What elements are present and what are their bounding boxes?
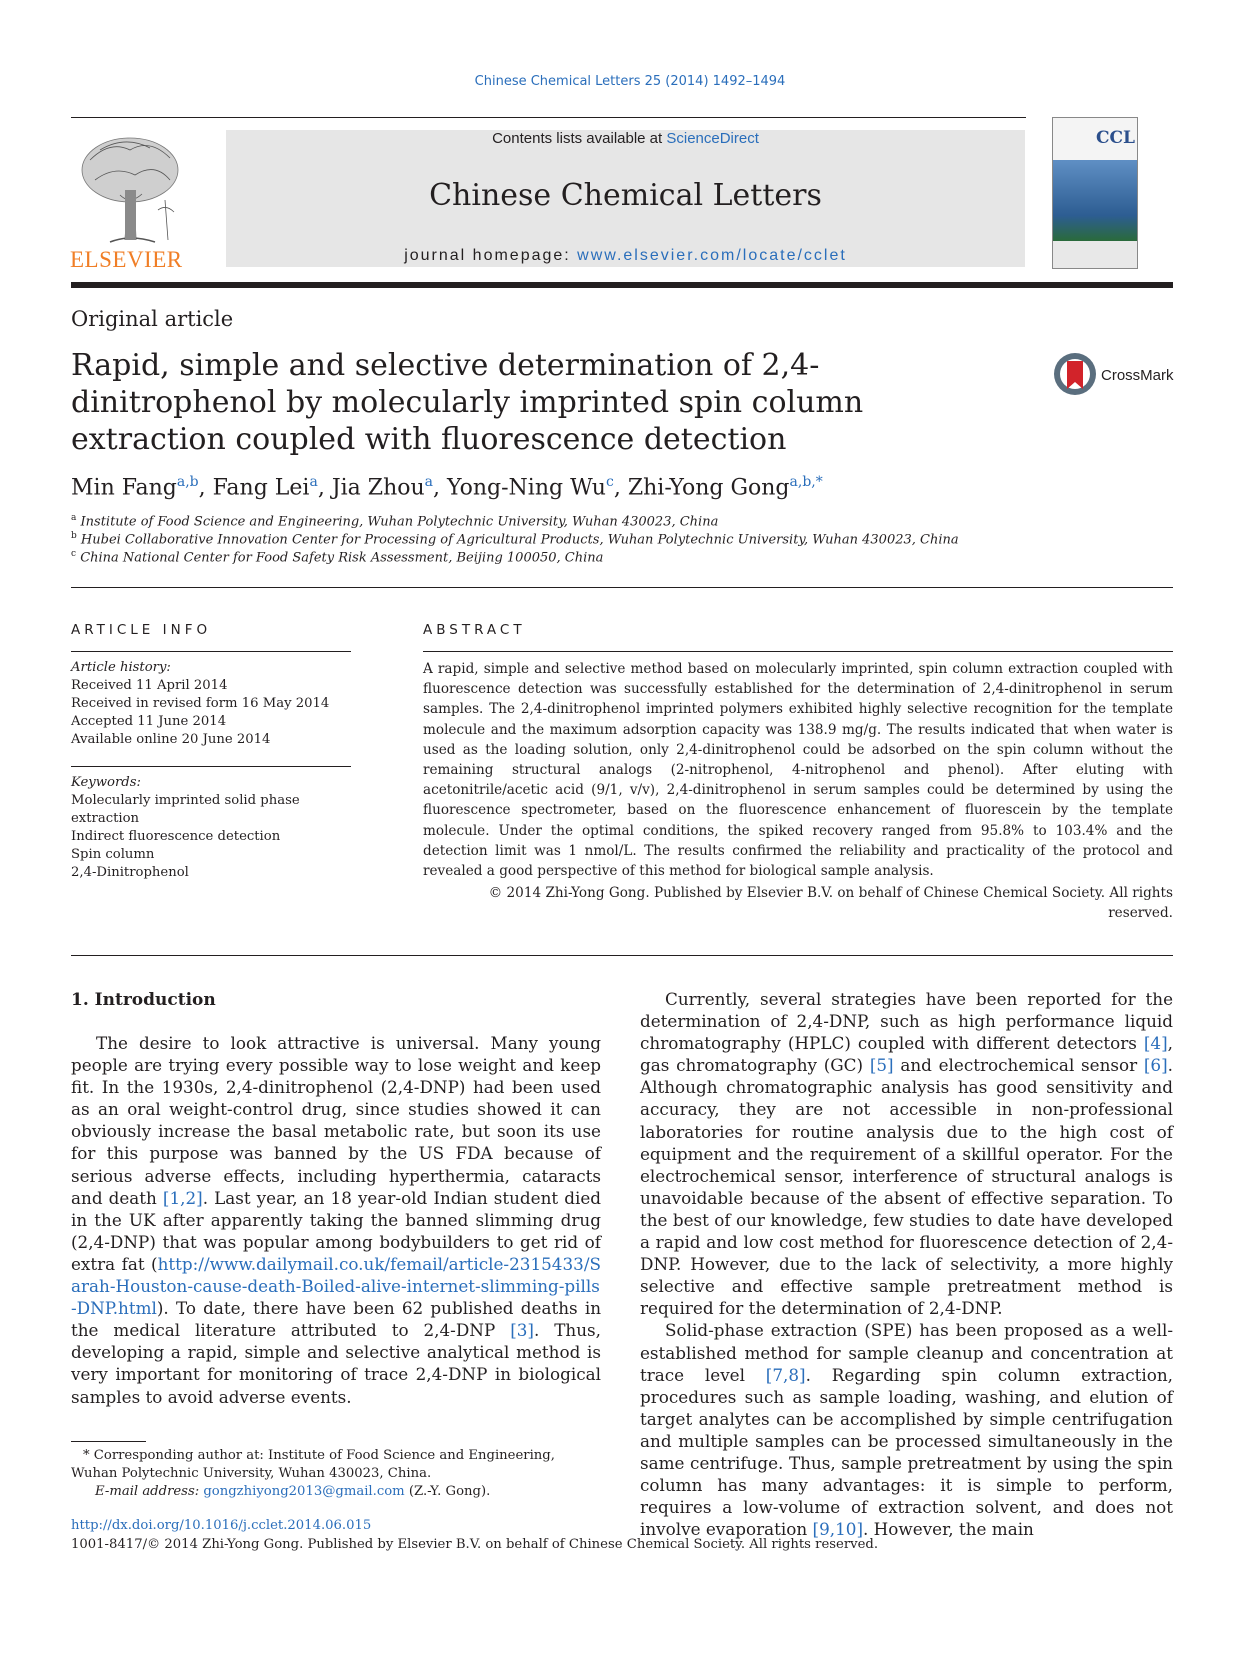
paragraph <box>71 1032 601 1408</box>
author-name[interactable]: Yong-Ning Wu <box>447 475 606 501</box>
affiliation-key: b <box>71 531 77 541</box>
author-affil-marker[interactable]: a,b,* <box>789 474 823 490</box>
footnote-marker: * <box>83 1448 90 1463</box>
text-run: , gas chromatography (GC) <box>640 1033 1173 1076</box>
affiliation-text: China National Center for Food Safety Risk Assessment, Beijing 100050, China <box>80 550 604 566</box>
keyword: 2,4-Dinitrophenol <box>71 865 189 880</box>
text-run: . Thus, developing a rapid, simple and selective analytical method is very important for monitoring of trace 2,4-DNP in biological samples to avoid adverse events. <box>71 1320 601 1407</box>
paragraph <box>640 1319 1173 1540</box>
abstract-text: A rapid, simple and selective method based on molecularly imprinted, spin column extraction coupled with fluorescence detection was successfully established for the determination of 2,4-dinitrophenol in serum samples. The 2,4-dinitrophenol imprinted polymers exhibited highly selective recognition for the template molecule and the maximum adsorption capacity was 138.9 mg/g. The results indicated that when water is used as the loading solution, only 2,4-dinitrophenol could be adsorbed on the spin column without the remaining structural analogs (2-nitrophenol, 4-nitrophenol and phenol). After eluting with acetonitrile/acetic acid (9/1, v/v), 2,4-dinitrophenol in serum samples could be determined by using the fluorescence spectrometer, based on the fluorescence enhancement of fluorescein by the template molecule. Under the optimal conditions, the spiked recovery ranged from 95.8% to 103.4% and the detection limit was 1 nmol/L. The results confirmed the reliability and practicality of the protocol and revealed a good perspective of this method for biological sample analysis. <box>423 661 1173 880</box>
author-affil-marker[interactable]: c <box>605 474 614 490</box>
homepage-prefix: journal homepage: <box>404 247 578 264</box>
text-run: . However, the main <box>863 1519 1034 1540</box>
keyword: Molecularly imprinted solid phase extraction <box>71 793 300 826</box>
text-run: ). To date, there have been 62 published deaths in the medical literature attributed to 2,4-DNP <box>71 1298 601 1341</box>
paragraph <box>640 988 1173 1319</box>
top-rule <box>71 117 1026 118</box>
citation-link[interactable]: [6] <box>1143 1055 1168 1076</box>
text-run: Solid-phase extraction (SPE) has been proposed as a well-established method for sample cleanup and concentration at trace level <box>640 1320 1173 1385</box>
external-url-link[interactable]: http://www.dailymail.co.uk/femail/article-2315433/Sarah-Houston-cause-death-Boiled-alive-internet-slimming-pills-DNP.html <box>71 1253 601 1319</box>
author-list <box>71 474 823 500</box>
abstract-copyright: © 2014 Zhi-Yong Gong. Published by Elsevier B.V. on behalf of Chinese Chemical Society. All rights reserved. <box>488 885 1173 921</box>
sciencedirect-link[interactable]: ScienceDirect <box>666 130 759 147</box>
text-run: Currently, several strategies have been reported for the determination of 2,4-DNP, such as high performance liquid chromatography (HPLC) coupled with different detectors <box>640 989 1173 1054</box>
affiliation <box>71 531 959 547</box>
column-left <box>71 1032 601 1408</box>
author-separator: , <box>613 475 628 501</box>
contents-line <box>226 130 1025 147</box>
citation-link[interactable]: [9,10] <box>812 1519 863 1540</box>
author-name[interactable]: Zhi-Yong Gong <box>627 475 790 501</box>
text-run: The desire to look attractive is universal. Many young people are trying every possible way to lose weight and keep fit. In the 1930s, 2,4-dinitrophenol (2,4-DNP) had been used as an oral weight-control drug, since studies showed it can obviously increase the basal metabolic rate, but soon its use for this purpose was banned by the US FDA because of serious adverse effects, including hyperthermia, cataracts and death <box>71 1033 601 1208</box>
author-affil-marker[interactable]: a,b <box>176 474 199 490</box>
header-divider <box>71 282 1173 288</box>
keyword: Spin column <box>71 847 155 862</box>
citation-link[interactable]: [4] <box>1143 1033 1168 1054</box>
footnote-rule <box>71 1441 146 1442</box>
author-affil-marker[interactable]: a <box>309 474 318 490</box>
article-title: Rapid, simple and selective determination of 2,4-dinitrophenol by molecularly imprinted spin column extraction coupled with fluorescence detection <box>71 348 864 457</box>
homepage-line <box>226 247 1025 265</box>
journal-name: Chinese Chemical Letters <box>429 178 822 213</box>
text-run: . Regarding spin column extraction, procedures such as sample loading, washing, and elution of target analytes can be accomplished by simple centrifugation and multiple samples can be processed simultaneously in the same centrifuge. Thus, sample pretreatment by using the spin column has many advantages: it is simple to perform, requires a low-volume of extraction solvent, and does not involve evaporation <box>640 1364 1173 1540</box>
footnote-email-line <box>71 1483 601 1501</box>
keywords <box>71 774 351 882</box>
abstract-heading: ABSTRACT <box>423 622 526 638</box>
affiliation-text: Institute of Food Science and Engineering, Wuhan Polytechnic University, Wuhan 430023, China <box>80 514 719 530</box>
email-link[interactable]: gongzhiyong2013@gmail.com <box>203 1484 405 1499</box>
crossmark-icon[interactable] <box>1052 351 1098 397</box>
footnote-body: Corresponding author at: Institute of Food Science and Engineering, Wuhan Polytechnic University, Wuhan 430023, China. <box>71 1448 555 1481</box>
text-run: . Although chromatographic analysis has good sensitivity and accuracy, they are not accessible in non-professional laboratories for routine analysis due to the high cost of equipment and the requirement of a skillful operator. For the electrochemical sensor, interference of structural analogs is unavoidable because of the absent of effective separation. To the best of our knowledge, few studies to date have developed a rapid and low cost method for fluorescence detection of 2,4-DNP. However, due to the lack of selectivity, a more highly selective and effective sample pretreatment method is required for the determination of 2,4-DNP. <box>640 1055 1173 1319</box>
email-label: E-mail address: <box>95 1484 200 1499</box>
citation-link[interactable]: [3] <box>510 1320 534 1341</box>
abstract-rule <box>423 651 1173 652</box>
affiliation-key: c <box>71 549 77 559</box>
column-right <box>640 988 1173 1540</box>
affiliation <box>71 549 603 565</box>
citation-link[interactable]: [7,8] <box>765 1364 806 1385</box>
footnote-text <box>71 1447 601 1483</box>
elsevier-wordmark: ELSEVIER <box>70 247 183 272</box>
citation-link[interactable]: [5] <box>869 1055 894 1076</box>
author-name[interactable]: Min Fang <box>71 475 177 501</box>
contents-prefix: Contents lists available at <box>492 130 667 147</box>
issn-copyright: 1001-8417/© 2014 Zhi-Yong Gong. Published by Elsevier B.V. on behalf of Chinese Chemical Society. All rights reserved. <box>71 1537 879 1552</box>
affiliation <box>71 513 718 529</box>
journal-reference[interactable]: Chinese Chemical Letters 25 (2014) 1492–1494 <box>474 74 786 89</box>
history-item: Available online 20 June 2014 <box>71 732 271 747</box>
abstract-divider <box>71 955 1173 956</box>
cover-title: CCL <box>1096 128 1136 148</box>
article-history <box>71 659 351 749</box>
crossmark-label[interactable]: CrossMark <box>1101 367 1174 384</box>
citation-link[interactable]: [1,2] <box>162 1187 203 1208</box>
keywords-label: Keywords: <box>71 775 141 790</box>
author-name[interactable]: Fang Lei <box>212 475 310 501</box>
history-item: Accepted 11 June 2014 <box>71 714 227 729</box>
corresponding-author-footnote <box>71 1447 601 1501</box>
affiliation-key: a <box>71 513 77 523</box>
email-suffix: (Z.-Y. Gong). <box>404 1484 491 1499</box>
author-separator: , <box>198 475 213 501</box>
author-name[interactable]: Jia Zhou <box>331 475 425 501</box>
homepage-link[interactable]: www.elsevier.com/locate/cclet <box>577 247 847 264</box>
author-separator: , <box>433 475 448 501</box>
article-info-heading: ARTICLE INFO <box>71 622 212 638</box>
author-separator: , <box>317 475 332 501</box>
keywords-rule <box>71 766 351 767</box>
section-heading-introduction: 1. Introduction <box>71 990 216 1010</box>
affiliation-divider <box>71 587 1173 588</box>
keyword: Indirect fluorescence detection <box>71 829 281 844</box>
doi-link[interactable]: http://dx.doi.org/10.1016/j.cclet.2014.06.015 <box>71 1518 372 1533</box>
text-run: . Last year, an 18 year-old Indian student died in the UK after apparently taking the banned slimming drug (2,4-DNP) that was popular among bodybuilders to get rid of extra fat ( <box>71 1187 601 1274</box>
affiliation-text: Hubei Collaborative Innovation Center for Processing of Agricultural Products, Wuhan Polytechnic University, Wuhan 430023, China <box>80 532 959 548</box>
text-run: and electrochemical sensor <box>893 1055 1144 1076</box>
article-type: Original article <box>71 307 234 331</box>
history-item: Received in revised form 16 May 2014 <box>71 696 330 711</box>
info-rule <box>71 651 351 652</box>
history-label: Article history: <box>71 660 171 675</box>
author-affil-marker[interactable]: a <box>424 474 434 490</box>
history-item: Received 11 April 2014 <box>71 678 228 693</box>
